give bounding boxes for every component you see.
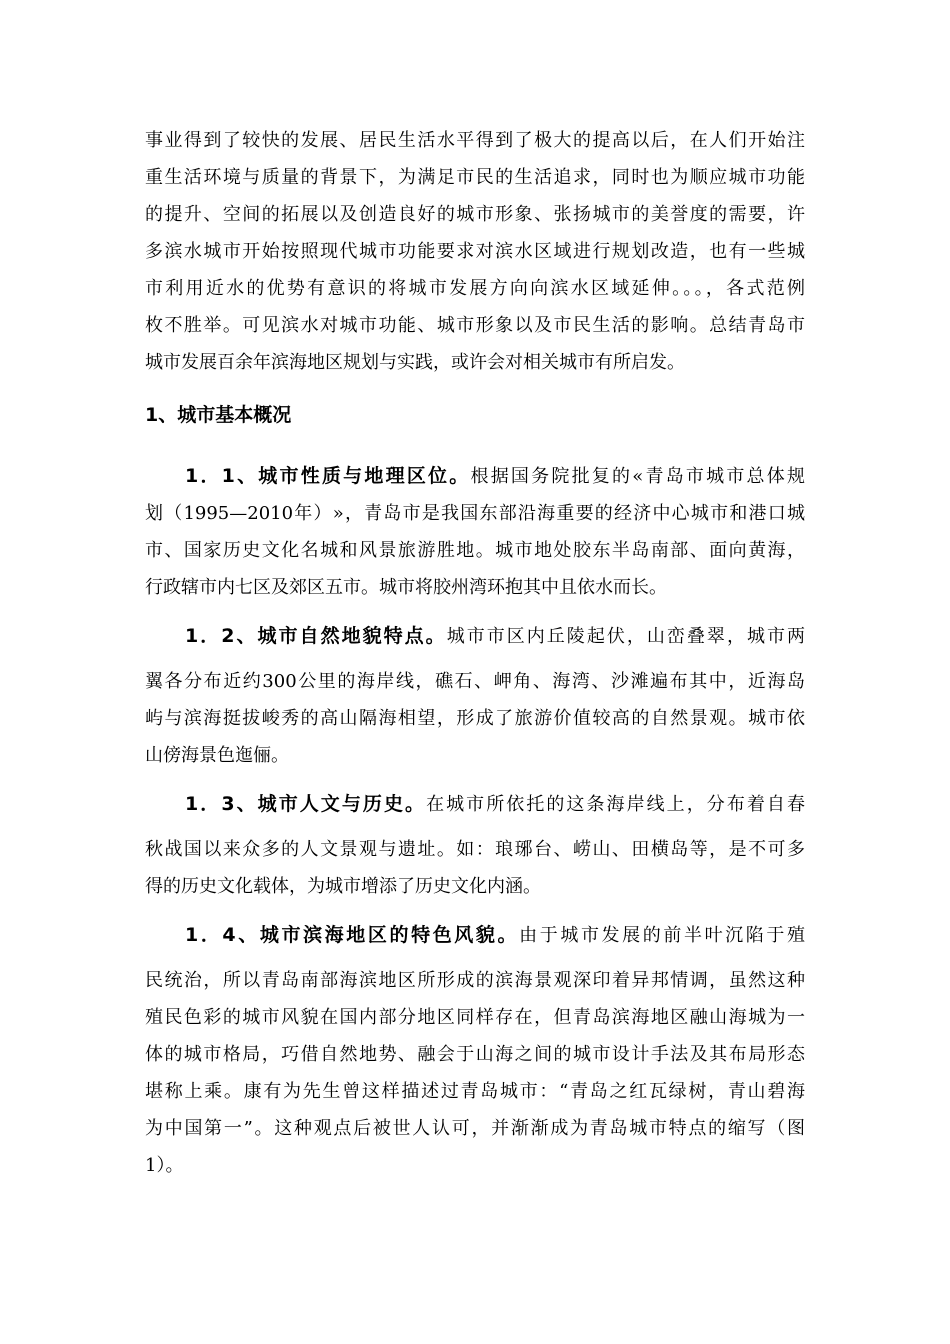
section-heading: 1、城市基本概况 (145, 404, 292, 426)
text-line: 体的城市格局，巧借自然地势、融会于山海之间的城市设计手法及其布局形态 (145, 1044, 805, 1065)
subsection-title: 1．1、城市性质与地理区位。 (185, 465, 471, 487)
text-line: 为中国第一”。这种观点后被世人认可，并渐渐成为青岛城市特点的缩写（图 (145, 1118, 805, 1139)
text-line: 民统治，所以青岛南部海滨地区所形成的滨海景观深印着异邦情调，虽然这种 (145, 970, 805, 991)
document-page (145, 122, 805, 1184)
text-line: 山傍海景色迤俪。 (145, 745, 289, 766)
text-line: 1）。 (145, 1155, 184, 1176)
subsection-first-line (145, 917, 805, 954)
text-line: 枚不胜举。可见滨水对城市功能、城市形象以及市民生活的影响。总结青岛市 (145, 315, 805, 336)
text-line: 市利用近水的优势有意识的将城市发展方向向滨水区域延伸。。。，各式范例 (145, 278, 805, 299)
text-line: 多滨水城市开始按照现代城市功能要求对滨水区域进行规划改造，也有一些城 (145, 241, 805, 262)
text-line: 堪称上乘。康有为先生曾这样描述过青岛城市：“青岛之红瓦绿树，青山碧海 (145, 1081, 805, 1102)
subsection-1-4 (145, 917, 805, 1184)
text-line: 事业得到了较快的发展、居民生活水平得到了极大的提高以后，在人们开始注 (145, 130, 805, 151)
text-line: 屿与滨海挺拔峻秀的高山隔海相望，形成了旅游价值较高的自然景观。城市依 (145, 708, 805, 729)
subsection-title: 1．3、城市人文与历史。 (185, 793, 427, 815)
text-line: 行政辖市内七区及郊区五市。城市将胶州湾环抱其中且依水而长。 (145, 577, 667, 598)
text-line: 市、国家历史文化名城和风景旅游胜地。城市地处胶东半岛南部、面向黄海， (145, 540, 805, 561)
text-line: 翼各分布近约300公里的海岸线，礁石、岬角、海湾、沙滩遍布其中，近海岛 (145, 671, 805, 692)
subsection-text: 在城市所依托的这条海岸线上，分布着自春 (426, 794, 805, 815)
subsection-1-2 (145, 618, 805, 774)
subsection-first-line (145, 786, 805, 823)
intro-paragraph (145, 122, 805, 381)
text-line: 秋战国以来众多的人文景观与遗址。如：琅琊台、崂山、田横岛等，是不可多 (145, 839, 805, 860)
subsection-1-1 (145, 458, 805, 606)
subsection-text: 城市市区内丘陵起伏，山峦叠翠，城市两 (446, 626, 805, 647)
text-line: 城市发展百余年滨海地区规划与实践，或许会对相关城市有所启发。 (145, 352, 685, 373)
text-line: 重生活环境与质量的背景下，为满足市民的生活追求，同时也为顺应城市功能 (145, 167, 805, 188)
text-line: 的提升、空间的拓展以及创造良好的城市形象、张扬城市的美誉度的需要，许 (145, 204, 805, 225)
text-line: 划（1995—2010年）»，青岛市是我国东部沿海重要的经济中心城市和港口城 (145, 503, 805, 524)
subsection-title: 1．2、城市自然地貌特点。 (185, 625, 447, 647)
subsection-first-line (145, 618, 805, 655)
subsection-first-line (145, 458, 805, 495)
text-line: 殖民色彩的城市风貌在国内部分地区同样存在，但青岛滨海地区融山海城为一 (145, 1007, 805, 1028)
subsection-title: 1．4、城市滨海地区的特色风貌。 (185, 924, 520, 946)
subsection-text: 根据国务院批复的«青岛市城市总体规 (470, 466, 805, 487)
subsection-1-3 (145, 786, 805, 905)
text-line: 得的历史文化载体，为城市增添了历史文化内涵。 (145, 876, 541, 897)
subsection-text: 由于城市发展的前半叶沉陷于殖 (519, 925, 805, 946)
